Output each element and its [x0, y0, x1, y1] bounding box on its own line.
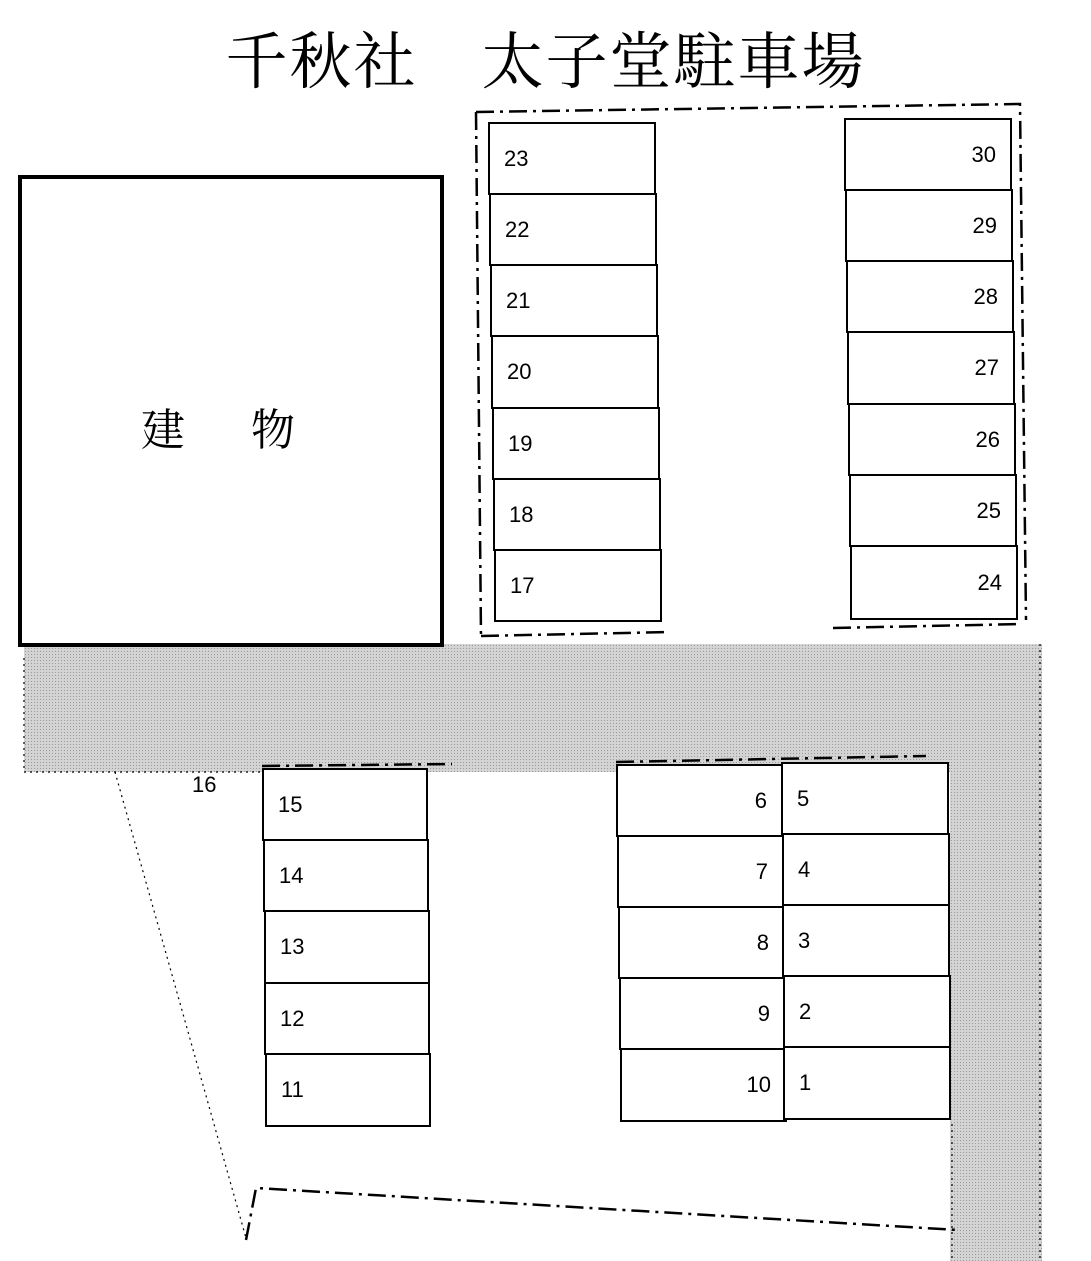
space-number: 1: [799, 1070, 812, 1095]
space-number: 8: [756, 929, 769, 955]
space-number: 23: [504, 145, 529, 171]
space-number: 21: [506, 287, 531, 313]
parking-space[interactable]: [491, 335, 659, 409]
parking-space[interactable]: [847, 331, 1015, 405]
parking-space[interactable]: [492, 407, 660, 480]
space-number: 10: [746, 1072, 771, 1097]
parking-space[interactable]: [850, 545, 1018, 620]
parking-space[interactable]: [489, 193, 657, 266]
parking-space[interactable]: [781, 762, 949, 835]
space-number: 6: [754, 787, 767, 813]
parking-space[interactable]: [783, 1046, 951, 1120]
space-number: 19: [508, 430, 533, 456]
parking-space[interactable]: [848, 403, 1016, 476]
space-number: 14: [279, 862, 304, 888]
parking-space[interactable]: [618, 906, 785, 979]
space-number: 5: [797, 785, 810, 811]
space-number: 30: [971, 141, 996, 167]
parking-space[interactable]: [263, 839, 429, 912]
parking-space[interactable]: [490, 264, 658, 337]
parking-space[interactable]: [620, 1048, 787, 1122]
building-label: 建 物: [141, 405, 321, 456]
space-number: 4: [798, 856, 811, 882]
parking-space[interactable]: [845, 189, 1013, 262]
parking-space[interactable]: [264, 982, 430, 1055]
parking-space[interactable]: [619, 977, 786, 1050]
parking-space[interactable]: [488, 122, 656, 195]
space-number: 7: [755, 858, 768, 884]
parking-space[interactable]: [262, 768, 428, 841]
space-number: 3: [798, 927, 811, 953]
space-number: 12: [280, 1005, 305, 1031]
parking-space[interactable]: [264, 910, 430, 984]
space-number: 11: [281, 1077, 304, 1102]
parking-space[interactable]: [844, 118, 1012, 191]
space-number: 13: [280, 934, 305, 959]
lot-top-left: [488, 122, 660, 622]
parking-space[interactable]: [265, 1053, 431, 1127]
parking-space[interactable]: [493, 478, 661, 551]
lot-bottom-right: [616, 762, 952, 1124]
parking-space[interactable]: [783, 975, 951, 1048]
parking-space[interactable]: [782, 904, 950, 977]
space-number: 17: [510, 572, 535, 598]
space-number: 25: [976, 497, 1001, 523]
space-number: 15: [278, 791, 303, 817]
lot-top-right: [844, 118, 1020, 622]
space-number: 24: [977, 569, 1002, 595]
lot-bottom-left: [262, 768, 432, 1130]
parking-space[interactable]: [846, 260, 1014, 333]
space-16-label: 16: [192, 772, 217, 797]
space-number: 9: [757, 1000, 770, 1026]
space-number: 2: [799, 998, 812, 1024]
space-number: 26: [975, 426, 1000, 452]
parking-space[interactable]: [616, 764, 783, 837]
parking-space[interactable]: [849, 474, 1017, 547]
parking-space[interactable]: [782, 833, 950, 906]
space-number: 27: [974, 355, 999, 380]
parking-space[interactable]: [494, 549, 662, 622]
space-number: 18: [509, 501, 534, 527]
space-number: 28: [973, 283, 998, 309]
space-number: 20: [507, 359, 532, 384]
page-title: 千秋社 太子堂駐車場: [225, 25, 866, 98]
space-number: 29: [972, 212, 997, 238]
parking-space[interactable]: [617, 835, 784, 908]
space-number: 22: [505, 216, 530, 242]
